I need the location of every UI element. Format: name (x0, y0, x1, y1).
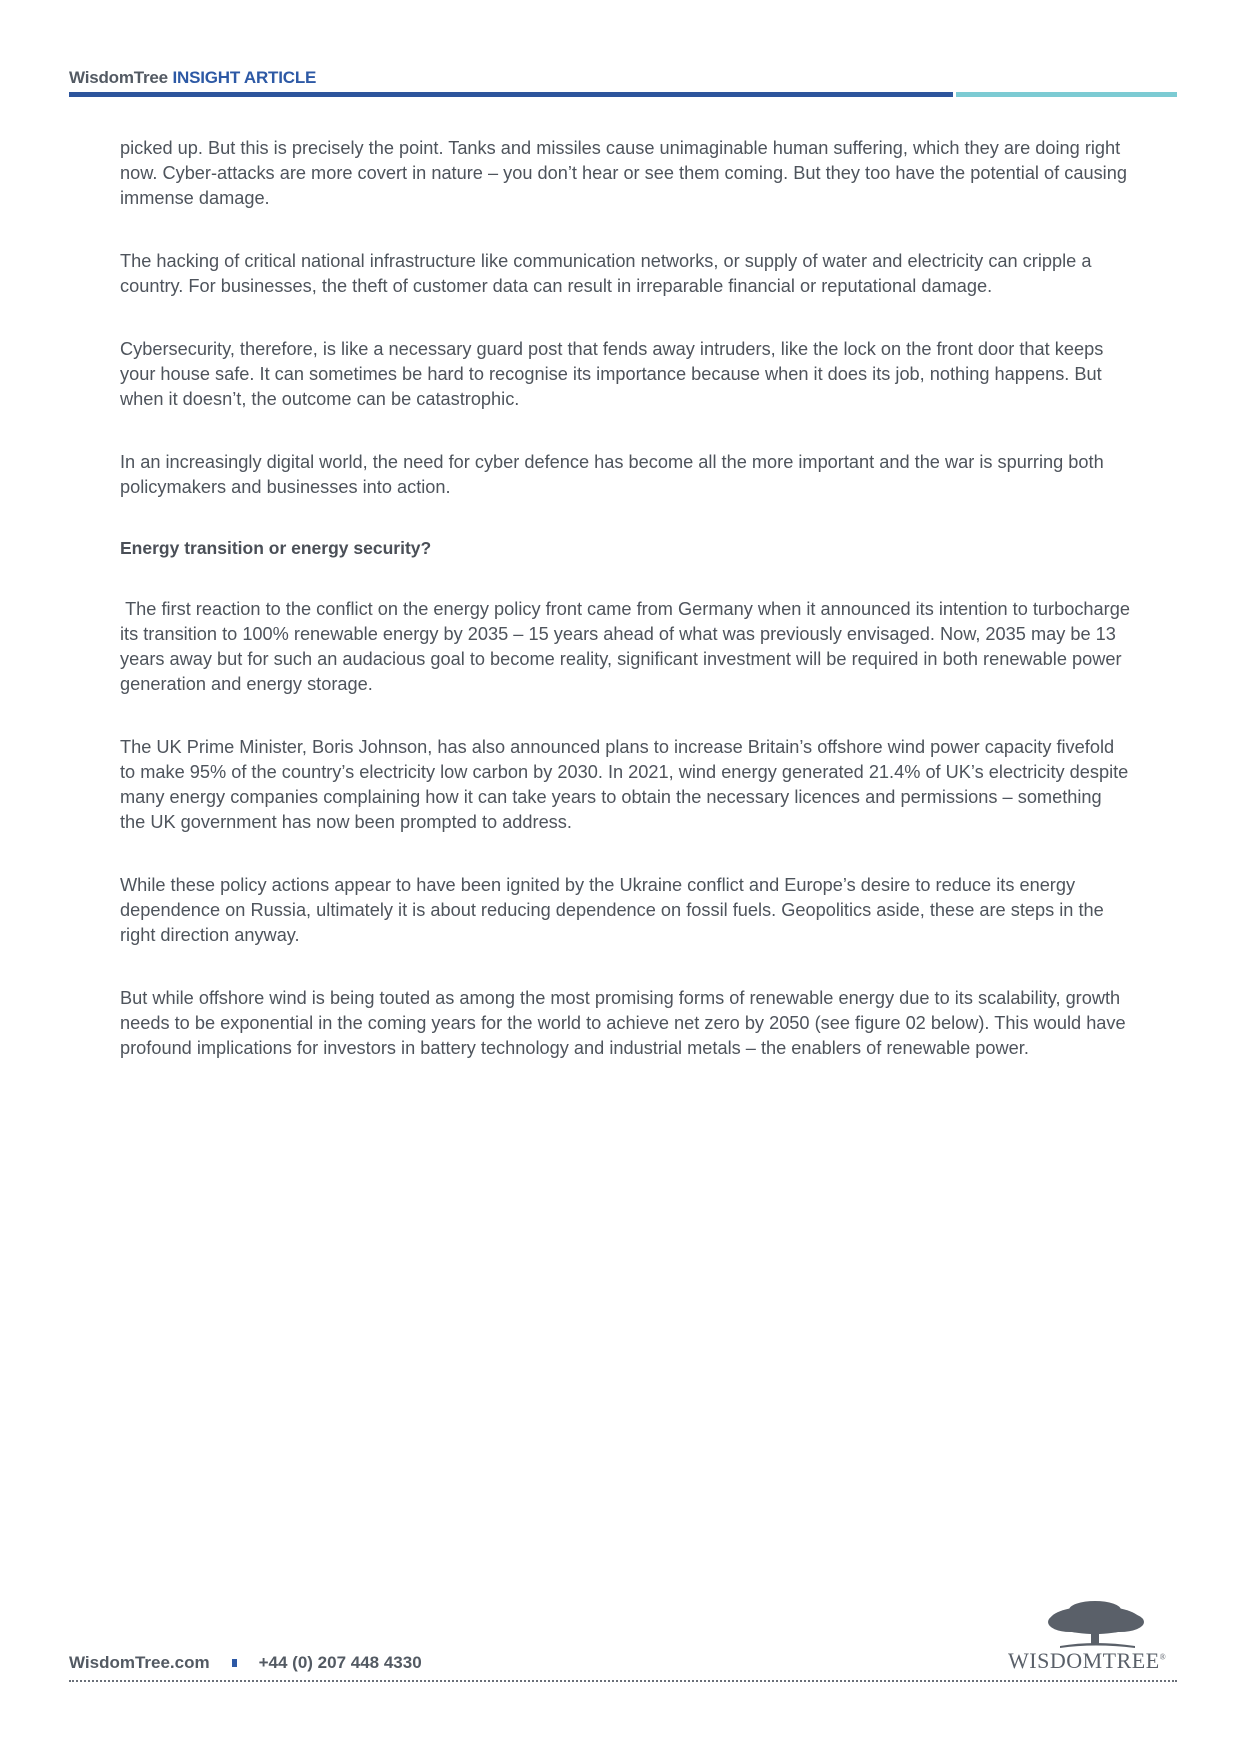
article-body (120, 136, 1136, 1099)
paragraph: The UK Prime Minister, Boris Johnson, has also announced plans to increase Britain’s offshore wind power capacity fivefold to make 95% of the country’s electricity low carbon by 2030. In 2021, wind energy generated 21.4% of UK’s electricity despite many energy companies complaining how it can take years to obtain the necessary licences and permissions – something the UK government has now been prompted to address. (120, 737, 1129, 832)
footer-website-link[interactable]: WisdomTree.com (69, 1653, 210, 1672)
section-heading: Energy transition or energy security? (120, 538, 432, 558)
footer-divider (69, 1680, 1177, 1682)
footer-phone: +44 (0) 207 448 4330 (258, 1653, 422, 1672)
footer-contact (69, 1653, 422, 1673)
paragraph: picked up. But this is precisely the point. Tanks and missiles cause unimaginable human suffering, which they are doing right now. Cyber-attacks are more covert in nature – you don’t hear or see them coming. But they too have the potential of causing immense damage. (120, 138, 1127, 208)
registered-mark: ® (1159, 1652, 1167, 1662)
header-divider-accent (956, 92, 1177, 97)
paragraph: The first reaction to the conflict on the energy policy front came from Germany when it announced its intention to turbocharge its transition to 100% renewable energy by 2035 – 15 years ahead of what was previously envisaged. Now, 2035 may be 13 years away but for such an audacious goal to become reality, significant investment will be required in both renewable power generation and energy storage. (120, 599, 1136, 694)
header-title (69, 68, 316, 88)
header-divider-primary (69, 92, 953, 97)
paragraph: Cybersecurity, therefore, is like a necessary guard post that fends away intruders, like the lock on the front door that keeps your house safe. It can sometimes be hard to recognise its importance because when it does its job, nothing happens. But when it doesn’t, the outcome can be catastrophic. (120, 339, 1104, 409)
header-brand: WisdomTree (69, 68, 168, 87)
paragraph: In an increasingly digital world, the need for cyber defence has become all the more important and the war is spurring both policymakers and businesses into action. (120, 452, 1104, 497)
logo-wordmark (1008, 1648, 1166, 1674)
logo-text: WISDOMTREE (1008, 1648, 1160, 1673)
paragraph: But while offshore wind is being touted as among the most promising forms of renewable energy due to its scalability, growth needs to be exponential in the coming years for the world to achieve net zero by 2050 (see figure 02 below). This would have profound implications for investors in battery technology and industrial metals – the enablers of renewable power. (120, 988, 1126, 1058)
separator-bullet (232, 1659, 237, 1667)
header-kind: INSIGHT ARTICLE (172, 68, 317, 87)
paragraph: While these policy actions appear to have been ignited by the Ukraine conflict and Europe’s desire to reduce its energy dependence on Russia, ultimately it is about reducing dependence on fossil fuels. Geopolitics aside, these are steps in the right direction anyway. (120, 875, 1104, 945)
paragraph: The hacking of critical national infrastructure like communication networks, or supply of water and electricity can cripple a country. For businesses, the theft of customer data can result in irreparable financial or reputational damage. (120, 251, 1092, 296)
